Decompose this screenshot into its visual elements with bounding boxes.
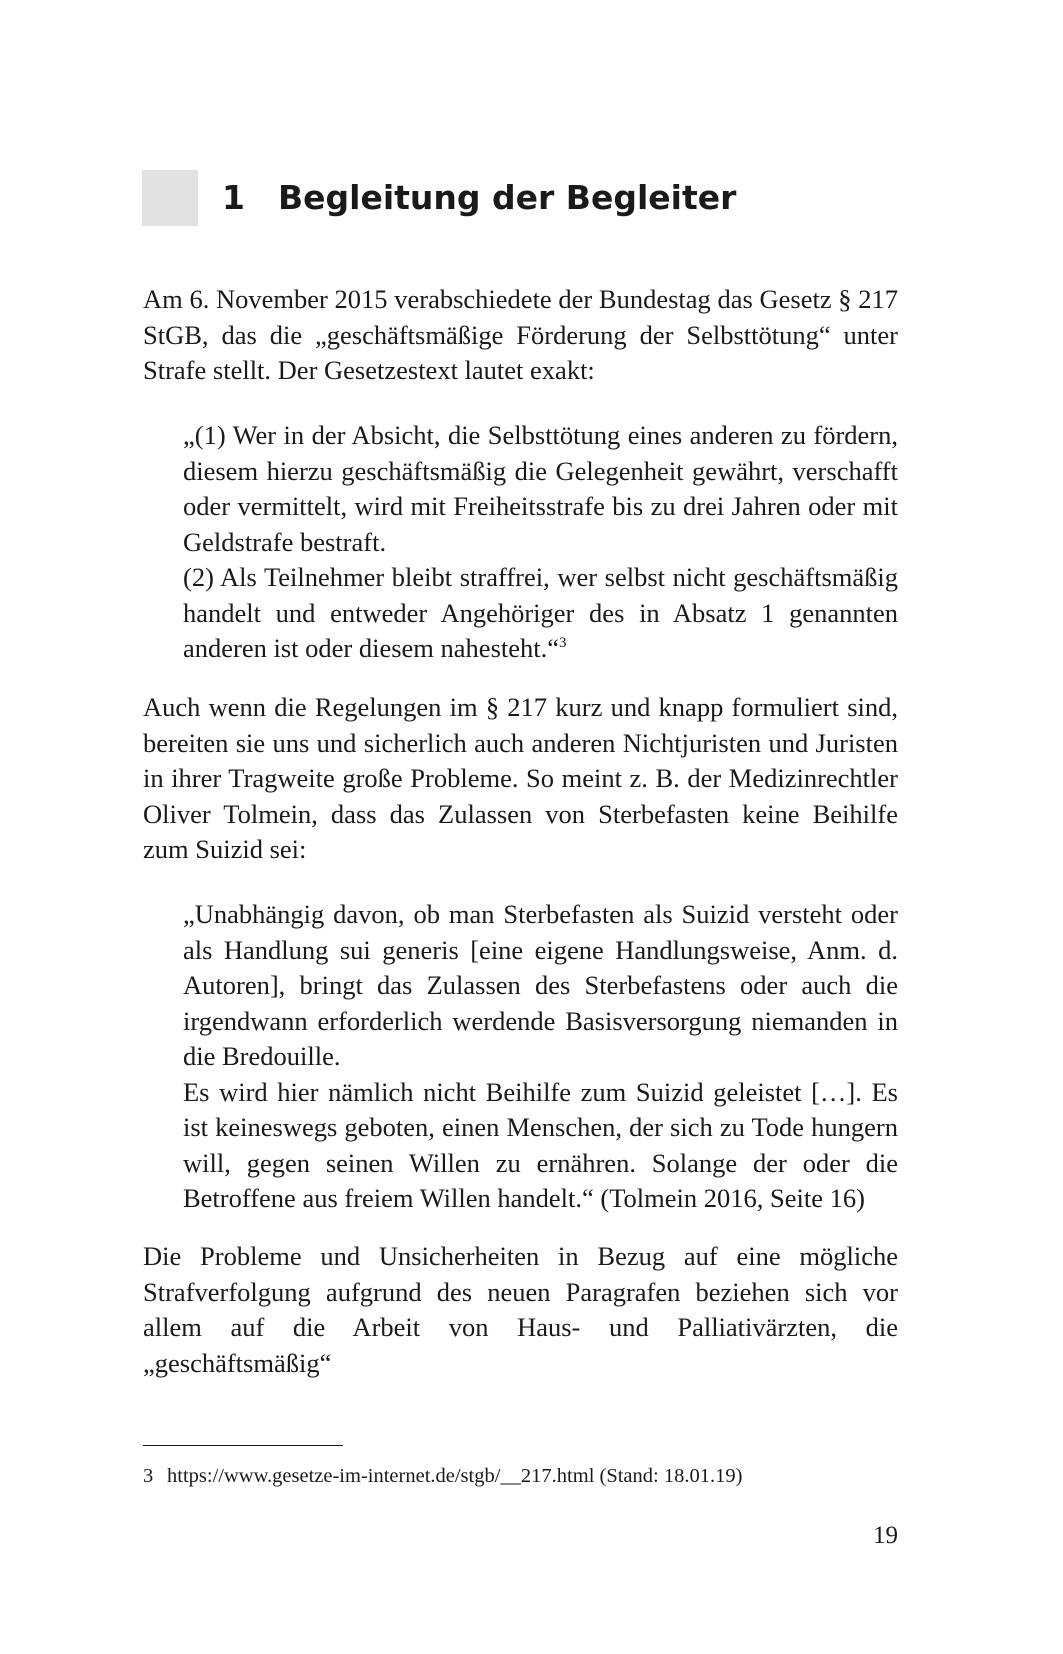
footnote-reference: 3 [559, 635, 567, 652]
chapter-marker-box [142, 170, 198, 226]
footnote-separator [143, 1445, 343, 1446]
paragraph-2: Auch wenn die Regelungen im § 217 kurz und knapp formuliert sind, bereiten sie uns und sicherlich auch anderen Nichtjuristen und Juristen in ihrer Tragweite große Probleme. So meint z. B. der Medizinrechtler Oliver Tolmein, dass das Zulassen von Sterbefasten keine Beihilfe zum Suizid sei: [143, 692, 898, 864]
quote-2-paragraph-1: „Unabhängig davon, ob man Sterbefasten als Suizid versteht oder als Handlung sui generis [eine eigene Handlungsweise, Anm. d. Autoren], bringt das Zulassen des Sterbefastens oder auch die irgendwann erforderlich werdende Basisversorgung niemanden in die Bredouille. [183, 899, 898, 1071]
quote-1-paragraph-2 [183, 560, 898, 667]
block-quote-1 [183, 418, 898, 667]
footnote-number: 3 [143, 1465, 154, 1487]
chapter-heading [142, 170, 922, 226]
page-number: 19 [873, 1522, 898, 1549]
chapter-title: Begleitung der Begleiter [278, 178, 737, 217]
chapter-number: 1 [222, 178, 245, 217]
quote-1-paragraph-2-text: (2) Als Teilnehmer bleibt straffrei, wer selbst nicht geschäftsmäßig handelt und entweder Angehöriger des in Absatz 1 genannten anderen ist oder diesem nahesteht.“ [183, 562, 898, 663]
footnote-text: https://www.gesetze-im-internet.de/stgb/__217.html (Stand: 18.01.19) [167, 1465, 743, 1487]
block-quote-2 [183, 897, 898, 1217]
quote-1-paragraph-1: „(1) Wer in der Absicht, die Selbsttötung eines anderen zu fördern, diesem hierzu geschäftsmäßig die Gelegenheit gewährt, verschafft oder vermittelt, wird mit Freiheitsstrafe bis zu drei Jahren oder mit Geldstrafe bestraft. [183, 420, 898, 557]
paragraph-3: Die Probleme und Unsicherheiten in Bezug auf eine mögliche Strafverfolgung aufgrund des neuen Paragrafen beziehen sich vor allem auf die Arbeit von Haus- und Palliativärzten, die „geschäftsmäßig“ [143, 1241, 898, 1378]
footnote [143, 1462, 898, 1490]
quote-2-paragraph-2: Es wird hier nämlich nicht Beihilfe zum Suizid geleistet […]. Es ist keineswegs geboten, einen Menschen, der sich zu Tode hungern will, gegen seinen Willen zu ernähren. Solange der oder die Betroffene aus freiem Willen handelt.“ (Tolmein 2016, Seite 16) [183, 1076, 898, 1213]
paragraph-1: Am 6. November 2015 verabschiedete der Bundestag das Gesetz § 217 StGB, das die „geschäftsmäßige Förderung der Selbsttötung“ unter Strafe stellt. Der Gesetzestext lautet exakt: [143, 284, 898, 385]
